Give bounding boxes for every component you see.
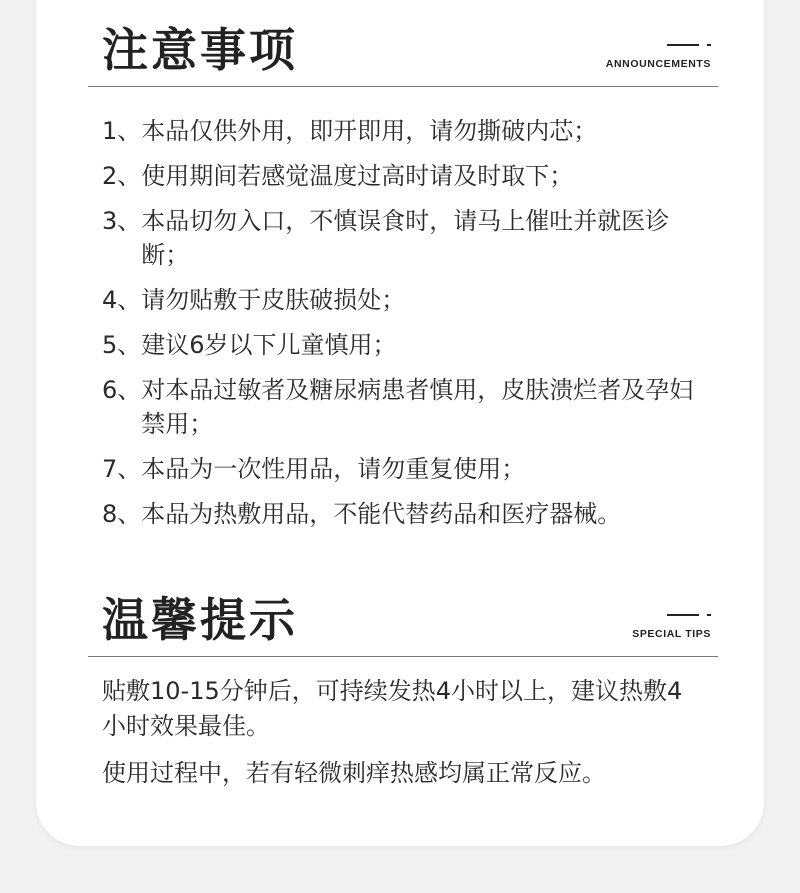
tips-header [88,592,718,657]
item-number: 5、 [102,331,142,359]
item-number: 6、 [102,376,142,404]
title-decoration [667,614,711,616]
item-number: 1、 [102,117,142,145]
list-item [102,328,702,362]
item-text: 请勿贴敷于皮肤破损处； [141,286,406,314]
notice-list [102,114,702,542]
tips-body [102,674,702,803]
notice-title: 注意事项 [102,23,298,77]
notice-section [88,22,718,528]
list-item [102,114,702,148]
item-number: 2、 [102,162,142,190]
notice-subtitle: ANNOUNCEMENTS [605,58,711,70]
item-text: 本品为热敷用品，不能代替药品和医疗器械。 [141,500,622,528]
tips-section [88,592,718,787]
tips-title: 温馨提示 [102,593,298,647]
item-text: 本品为一次性用品，请勿重复使用； [141,455,526,483]
item-text: 对本品过敏者及糖尿病患者慎用，皮肤溃烂者及孕妇禁用； [141,376,694,438]
tips-subtitle: SPECIAL TIPS [632,628,711,640]
list-item [102,373,702,441]
item-number: 3、 [102,207,142,235]
list-item [102,204,702,272]
item-number: 7、 [102,455,142,483]
title-decoration [667,44,711,46]
list-item [102,283,702,317]
item-number: 8、 [102,500,142,528]
list-item [102,497,702,531]
list-item [102,452,702,486]
item-number: 4、 [102,286,142,314]
item-text: 本品切勿入口，不慎误食时，请马上催吐并就医诊断； [141,207,670,269]
tips-paragraph: 使用过程中，若有轻微刺痒热感均属正常反应。 [102,759,606,787]
item-text: 本品仅供外用，即开即用，请勿撕破内芯； [141,117,598,145]
notice-header [88,22,718,87]
tips-paragraph: 贴敷10-15分钟后，可持续发热4小时以上，建议热敷4小时效果最佳。 [102,677,683,740]
item-text: 使用期间若感觉温度过高时请及时取下； [141,162,574,190]
list-item [102,159,702,193]
item-text: 建议6岁以下儿童慎用； [141,331,397,359]
